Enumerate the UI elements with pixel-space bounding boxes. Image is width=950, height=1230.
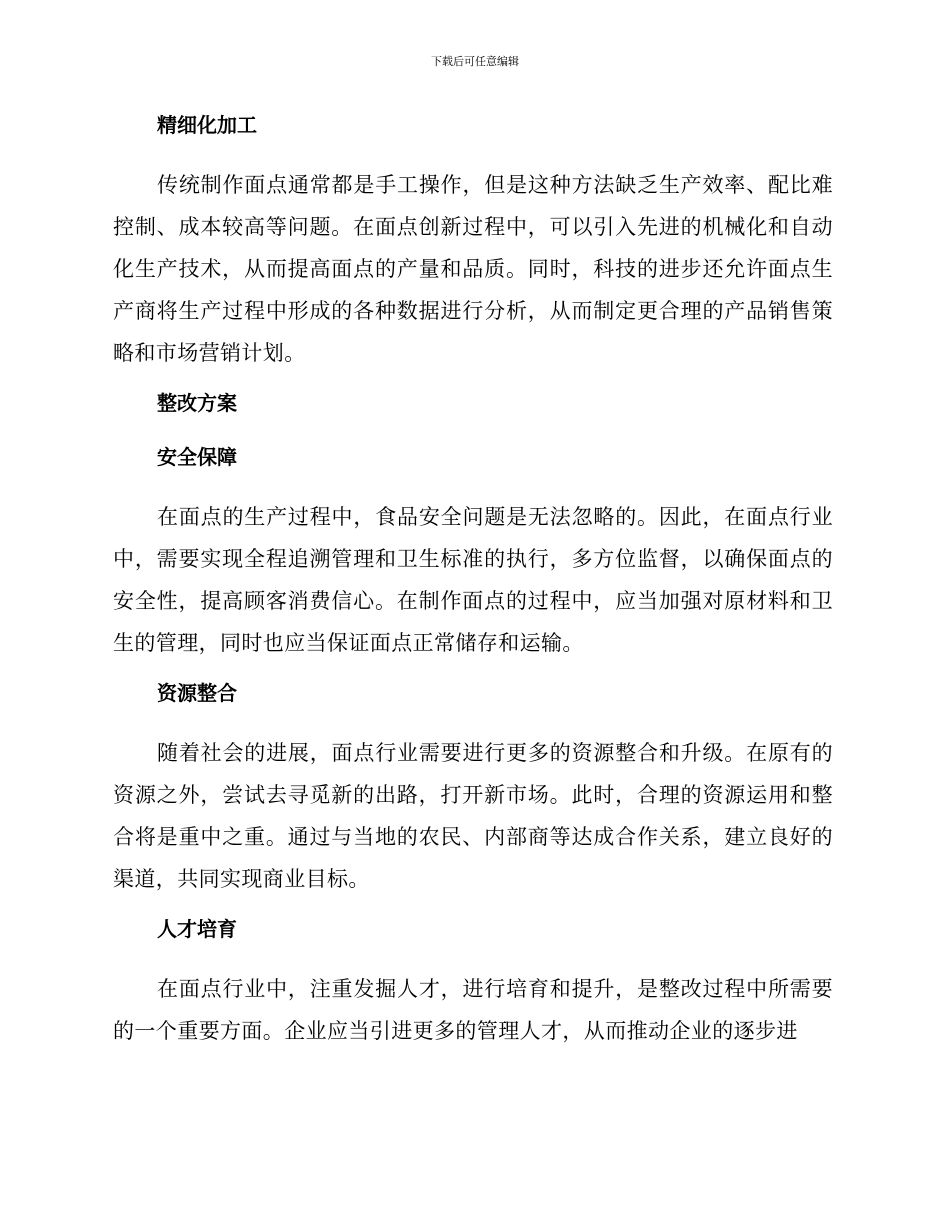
- section-heading-refined-processing: 精细化加工: [157, 113, 257, 137]
- page-header: 下载后可任意编辑: [431, 55, 519, 68]
- section-heading-resource-integration: 资源整合: [157, 681, 237, 705]
- section-heading-safety-assurance: 安全保障: [157, 445, 237, 469]
- document-body: [113, 110, 833, 1066]
- paragraph-resource-integration: 随着社会的进展，面点行业需要进行更多的资源整合和升级。在原有的资源之外，尝试去寻觅新的出路，打开新市场。此时，合理的资源运用和整合将是重中之重。通过与当地的农民、内部商等达成合作关系，建立良好的渠道，共同实现商业目标。: [113, 741, 833, 891]
- section-heading-rectification-plan: 整改方案: [157, 391, 237, 415]
- paragraph-safety-assurance: 在面点的生产过程中，食品安全问题是无法忽略的。因此，在面点行业中，需要实现全程追溯管理和卫生标准的执行，多方位监督，以确保面点的安全性，提高顾客消费信心。在制作面点的过程中，应当加强对原材料和卫生的管理，同时也应当保证面点正常储存和运输。: [113, 505, 833, 655]
- paragraph-talent-cultivation: 在面点行业中，注重发掘人才，进行培育和提升，是整改过程中所需要的一个重要方面。企业应当引进更多的管理人才，从而推动企业的逐步进: [113, 977, 833, 1043]
- paragraph-refined-processing: 传统制作面点通常都是手工操作，但是这种方法缺乏生产效率、配比难控制、成本较高等问题。在面点创新过程中，可以引入先进的机械化和自动化生产技术，从而提高面点的产量和品质。同时，科技的进步还允许面点生产商将生产过程中形成的各种数据进行分析，从而制定更合理的产品销售策略和市场营销计划。: [113, 173, 833, 365]
- section-heading-talent-cultivation: 人才培育: [157, 917, 237, 941]
